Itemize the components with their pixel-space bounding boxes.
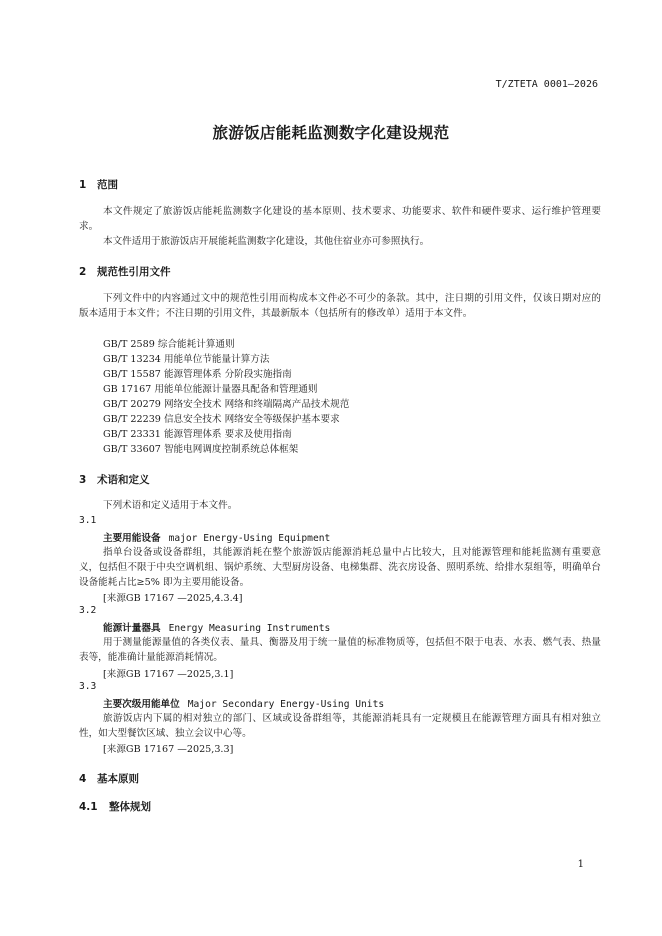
- term-zh: 主要次级用能单位: [103, 699, 180, 710]
- reference-item: GB/T 22239 信息安全技术 网络安全等级保护基本要求: [103, 414, 340, 425]
- term-zh: 能源计量器具: [103, 623, 161, 634]
- section-heading-normative-references: [79, 264, 171, 279]
- page-title: 旅游饭店能耗监测数字化建设规范: [212, 124, 450, 142]
- section-heading-scope: [79, 177, 118, 192]
- paragraph: 本文件规定了旅游饭店能耗监测数字化建设的基本原则、技术要求、功能要求、软件和硬件要求、运行维护管理要求。: [79, 206, 601, 233]
- term-heading: [103, 530, 330, 544]
- term-definition: 指单台设备或设备群组，其能源消耗在整个旅游饭店能源消耗总量中占比较大，且对能源管理和能耗监测有重要意义，包括但不限于中央空调机组、锅炉系统、大型厨房设备、电梯集群、洗衣房设备、照明系统、给排水泵组等，明确单台设备能耗占比≥5% 即为主要用能设备。: [79, 547, 601, 589]
- section-number: 2: [79, 266, 87, 278]
- term-source: [来源GB 17167 —2025,3.1]: [103, 669, 234, 680]
- reference-item: GB/T 23331 能源管理体系 要求及使用指南: [103, 429, 292, 440]
- section-title: 基本原则: [97, 773, 139, 785]
- term-en: major Energy-Using Equipment: [168, 533, 331, 544]
- paragraph: 下列文件中的内容通过文中的规范性引用而构成本文件必不可少的条款。其中，注日期的引用文件，仅该日期对应的版本适用于本文件；不注日期的引用文件，其最新版本（包括所有的修改单）适用于本文件。: [79, 293, 601, 320]
- term-number: 3.3: [79, 681, 97, 692]
- term-source: [来源GB 17167 —2025,3.3]: [103, 744, 234, 755]
- term-heading: [103, 696, 384, 710]
- term-zh: 主要用能设备: [103, 533, 161, 544]
- section-title: 范围: [97, 179, 118, 191]
- reference-item: GB 17167 用能单位能源计量器具配备和管理通则: [103, 384, 318, 395]
- term-en: Major Secondary Energy-Using Units: [187, 699, 385, 710]
- section-title: 规范性引用文件: [97, 266, 171, 278]
- subsection-heading-overall-planning: [79, 799, 151, 814]
- paragraph: 本文件适用于旅游饭店开展能耗监测数字化建设，其他住宿业亦可参照执行。: [103, 236, 430, 247]
- term-definition: 旅游饭店内下属的相对独立的部门、区域或设备群组等，其能源消耗具有一定规模且在能源管理方面具有相对独立性，如大型餐饮区域、独立会议中心等。: [79, 713, 601, 740]
- reference-item: GB/T 13234 用能单位节能量计算方法: [103, 354, 270, 365]
- section-number: 4: [79, 773, 87, 785]
- section-number: 3: [79, 474, 87, 486]
- subsection-number: 4.1: [79, 801, 98, 813]
- paragraph: 下列术语和定义适用于本文件。: [103, 500, 238, 511]
- term-definition: 用于测量能源量值的各类仪表、量具、衡器及用于统一量值的标准物质等，包括但不限于电表、水表、燃气表、热量表等，能准确计量能源消耗情况。: [79, 637, 601, 664]
- reference-item: GB/T 20279 网络安全技术 网络和终端隔离产品技术规范: [103, 399, 350, 410]
- term-number: 3.1: [79, 515, 97, 526]
- term-heading: [103, 620, 330, 634]
- section-number: 1: [79, 179, 87, 191]
- subsection-title: 整体规划: [109, 801, 151, 813]
- term-number: 3.2: [79, 605, 97, 616]
- reference-item: GB/T 15587 能源管理体系 分阶段实施指南: [103, 369, 292, 380]
- section-heading-terms: [79, 472, 150, 487]
- document-code: T/ZTETA 0001—2026: [495, 79, 598, 90]
- reference-item: GB/T 2589 综合能耗计算通则: [103, 339, 235, 350]
- reference-item: GB/T 33607 智能电网调度控制系统总体框架: [103, 444, 299, 455]
- section-heading-basic-principles: [79, 771, 139, 786]
- page-number: 1: [577, 859, 584, 870]
- term-en: Energy Measuring Instruments: [168, 623, 331, 634]
- term-source: [来源GB 17167 —2025,4.3.4]: [103, 593, 243, 604]
- section-title: 术语和定义: [97, 474, 150, 486]
